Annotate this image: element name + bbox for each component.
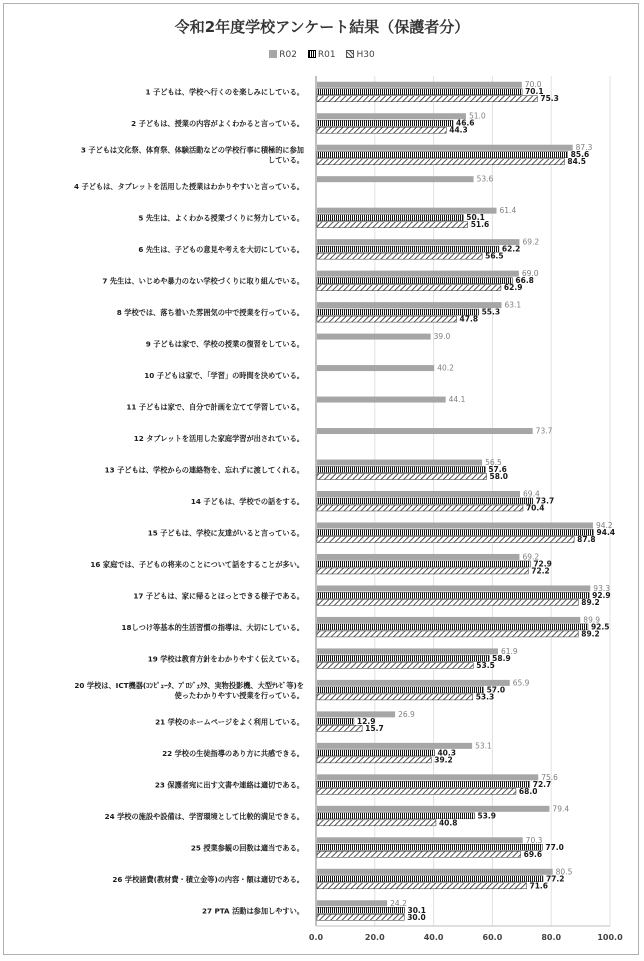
data-label-r01: 58.9 [492, 653, 511, 663]
data-label-r01: 92.9 [592, 590, 611, 600]
category-label: 6 先生は、子どもの意見や考えを大切にしている。 [138, 245, 304, 255]
bar-h30 [317, 253, 482, 259]
data-label-r02: 87.3 [575, 143, 593, 153]
bar-r02 [317, 113, 466, 119]
x-tick-label: 60.0 [482, 933, 503, 942]
category-label: している。 [268, 155, 304, 165]
bar-r01 [317, 467, 485, 473]
bar-r02 [317, 554, 519, 560]
data-label-r01: 53.9 [477, 811, 496, 821]
x-tick-label: 40.0 [423, 933, 444, 942]
category-label: 使ったわかりやすい授業を行っている。 [174, 690, 304, 700]
bar-r02 [317, 176, 474, 182]
bar-h30 [317, 851, 521, 857]
category-label: 2 子どもは、授業の内容がよくわかると言っている。 [131, 119, 304, 129]
bar-r01 [317, 215, 463, 221]
bar-h30 [317, 820, 436, 826]
data-label-r01: 72.9 [533, 559, 552, 569]
data-label-r01: 12.9 [356, 716, 376, 726]
bar-r02 [317, 806, 549, 812]
bar-h30 [317, 127, 446, 133]
bar-r02 [317, 397, 446, 403]
data-label-r02: 40.2 [437, 363, 454, 373]
data-label-h30: 58.0 [489, 472, 509, 482]
category-label: 7 先生は、いじめや暴力のない学校づくりに取り組んでいる。 [102, 276, 304, 286]
data-label-r02: 61.9 [500, 646, 518, 656]
category-label: 10 子どもは家で、「学習」の時間を決めている。 [144, 371, 304, 381]
data-label-r02: 89.9 [583, 615, 601, 625]
bar-r02 [317, 271, 519, 277]
category-label: 24 学校の施設や設備は、学習環境として比較的満足できる。 [104, 811, 304, 821]
bar-r02 [317, 428, 533, 434]
data-label-h30: 68.0 [518, 786, 538, 796]
data-label-h30: 53.5 [476, 660, 495, 670]
bar-h30 [317, 159, 564, 165]
data-label-r01: 92.5 [590, 622, 610, 632]
data-label-r01: 72.7 [532, 779, 552, 789]
bar-r02 [317, 617, 580, 623]
category-label: 9 子どもは家で、学校の授業の復習をしている。 [145, 339, 304, 349]
data-label-r01: 94.4 [596, 527, 616, 537]
data-label-r02: 56.5 [485, 458, 502, 468]
bar-r02 [317, 680, 510, 686]
data-label-r02: 70.3 [525, 835, 543, 845]
bar-h30 [317, 474, 487, 480]
bar-h30 [317, 505, 523, 511]
bar-r01 [317, 907, 404, 913]
data-label-h30: 71.6 [529, 881, 549, 891]
bar-r01 [317, 309, 479, 315]
data-label-r02: 69.0 [521, 269, 539, 279]
bar-h30 [317, 222, 468, 228]
data-label-h30: 70.4 [525, 503, 545, 513]
data-label-r02: 94.2 [595, 520, 613, 530]
bar-r02 [317, 239, 519, 245]
bar-r02 [317, 302, 502, 308]
bar-r02 [317, 522, 593, 528]
bar-r01 [317, 246, 499, 252]
bar-r02 [317, 585, 590, 591]
category-label: 17 子どもは、家に帰るとほっとできる様子である。 [133, 591, 304, 601]
data-label-r01: 73.7 [535, 496, 555, 506]
data-label-r02: 79.4 [552, 804, 570, 814]
data-label-h30: 47.8 [459, 314, 479, 324]
x-tick-label: 100.0 [597, 933, 623, 942]
data-label-r02: 44.1 [448, 395, 466, 405]
bar-r01 [317, 529, 594, 535]
legend-label-r02: R02 [279, 50, 297, 60]
bar-h30 [317, 694, 473, 700]
bar-r01 [317, 561, 530, 567]
bar-r02 [317, 82, 522, 88]
x-tick-label: 0.0 [308, 933, 324, 942]
bar-r02 [317, 145, 573, 151]
category-label: 14 子どもは、学校での話をする。 [190, 497, 304, 506]
bar-r02 [317, 869, 553, 875]
data-label-r02: 80.5 [555, 867, 573, 877]
bar-r01 [317, 844, 542, 850]
bar-r01 [317, 750, 434, 756]
category-label: 19 学校は教育方針をわかりやすく伝えている。 [147, 654, 304, 664]
data-label-r02: 26.9 [398, 709, 415, 719]
data-label-h30: 89.2 [581, 629, 600, 639]
bar-r01 [317, 592, 589, 598]
data-label-r02: 51.0 [468, 111, 486, 121]
data-label-r01: 70.1 [525, 87, 544, 97]
data-label-r01: 55.3 [481, 307, 501, 317]
data-label-r01: 77.2 [545, 874, 565, 884]
category-label: 16 家庭では、子どもの将来のことについて話をすることが多い。 [90, 559, 304, 569]
category-label: 13 子どもは、学校からの連絡物を、忘れずに渡してくれる。 [104, 465, 304, 475]
data-label-r01: 57.0 [486, 685, 506, 695]
bar-r02 [317, 837, 523, 843]
bar-h30 [317, 725, 362, 731]
category-label: 1 子どもは、学校へ行くのを楽しみにしている。 [145, 87, 304, 97]
data-label-h30: 30.0 [407, 912, 426, 922]
data-label-r01: 66.8 [515, 276, 534, 286]
bar-r01 [317, 876, 543, 882]
category-label: 4 子どもは、タブレットを活用した授業はわかりやすいと言っている。 [74, 182, 304, 192]
data-label-h30: 72.2 [531, 566, 550, 576]
category-label: 8 学校では、落ち着いた雰囲気の中で授業を行っている。 [116, 308, 304, 318]
data-label-r02: 73.7 [535, 426, 553, 436]
bar-h30 [317, 599, 578, 605]
data-label-h30: 69.6 [523, 849, 543, 859]
data-label-h30: 44.3 [449, 125, 468, 135]
category-label: 5 先生は、よくわかる授業づくりに努力している。 [138, 213, 304, 223]
bar-r02 [317, 774, 538, 780]
data-label-h30: 56.5 [485, 251, 504, 261]
category-label: 22 学校の生徒指導のあり方に共感できる。 [162, 748, 304, 758]
data-label-h30: 87.8 [577, 534, 596, 544]
bar-r01 [317, 120, 453, 126]
category-label: 11 子どもは家で、自分で計画を立てて学習している。 [126, 402, 304, 412]
legend-label-r01: R01 [317, 50, 336, 60]
bar-h30 [317, 883, 527, 889]
category-label: 20 学校は、ICT機器(ｺﾝﾋﾟｭｰﾀ、ﾌﾟﾛｼﾞｪｸﾀ、実物投影機、大型ﾃﾚﾋﾞ等)を [74, 680, 304, 690]
category-label: 25 授業参観の回数は適当である。 [190, 843, 304, 853]
data-label-r01: 40.3 [437, 748, 456, 758]
data-label-r02: 93.3 [593, 583, 611, 593]
data-label-h30: 53.3 [475, 692, 495, 702]
category-label: 26 学校諸費(教材費・積立金等)の内容・額は適切である。 [112, 874, 304, 884]
data-label-r02: 53.6 [476, 174, 494, 184]
data-label-r02: 65.9 [512, 678, 530, 688]
bar-r02 [317, 460, 482, 466]
bar-r01 [317, 781, 530, 787]
x-tick-label: 80.0 [541, 933, 562, 942]
data-label-r01: 30.1 [407, 905, 427, 915]
category-label: 15 子どもは、学校に友達がいると言っている。 [147, 528, 304, 538]
data-label-r01: 50.1 [466, 213, 485, 223]
data-label-r01: 77.0 [545, 842, 564, 852]
data-label-r02: 24.2 [390, 898, 407, 908]
data-label-r02: 39.0 [433, 332, 451, 342]
data-label-r02: 69.2 [522, 237, 540, 247]
data-label-r01: 85.6 [570, 150, 590, 160]
data-label-r02: 63.1 [504, 300, 522, 310]
bar-r02 [317, 334, 431, 340]
data-label-h30: 62.9 [503, 283, 523, 293]
bar-h30 [317, 316, 457, 322]
category-label: 18しつけ等基本的生活習慣の指導は、大切にしている。 [121, 622, 304, 632]
data-label-r02: 75.6 [541, 772, 558, 782]
bar-h30 [317, 914, 404, 920]
bar-r01 [317, 278, 512, 284]
data-label-h30: 84.5 [567, 157, 586, 167]
chart-title: 令和2年度学校アンケート結果（保護者分） [174, 18, 470, 36]
category-label: 23 保護者宛に出す文書や連絡は適切である。 [154, 780, 304, 790]
bar-h30 [317, 96, 537, 102]
data-label-h30: 51.6 [470, 220, 490, 230]
data-label-h30: 40.8 [438, 818, 458, 828]
data-label-r01: 46.6 [456, 118, 475, 128]
data-label-r01: 62.2 [501, 244, 521, 254]
data-label-h30: 89.2 [581, 597, 600, 607]
data-label-r01: 57.6 [488, 465, 507, 475]
bar-h30 [317, 788, 516, 794]
bar-r02 [317, 900, 387, 906]
bar-h30 [317, 662, 473, 668]
category-label: 27 PTA 活動は参加しやすい。 [201, 906, 304, 916]
bar-r01 [317, 687, 484, 693]
bar-h30 [317, 568, 528, 574]
bar-r01 [317, 89, 522, 95]
bar-h30 [317, 285, 501, 291]
bar-r02 [317, 365, 434, 371]
bar-r01 [317, 498, 533, 504]
bar-h30 [317, 536, 574, 542]
category-label: 21 学校のホームページをよく利用している。 [155, 717, 304, 727]
category-label: 3 子どもは文化祭、体育祭、体験活動などの学校行事に積極的に参加 [80, 145, 304, 155]
legend-label-h30: H30 [356, 50, 375, 60]
bar-r02 [317, 648, 498, 654]
bar-h30 [317, 757, 431, 763]
data-label-r02: 53.1 [475, 741, 492, 751]
bar-r02 [317, 491, 520, 497]
bar-r01 [317, 624, 588, 630]
bar-h30 [317, 631, 578, 637]
bar-r01 [317, 655, 489, 661]
data-label-h30: 75.3 [540, 94, 559, 104]
data-label-r02: 69.4 [523, 489, 540, 499]
bar-r01 [317, 718, 354, 724]
data-label-h30: 39.2 [434, 755, 453, 765]
axis-layer [309, 926, 623, 942]
bar-r01 [317, 152, 568, 158]
category-label: 12 タブレットを活用した家庭学習が出されている。 [133, 434, 304, 444]
x-tick-label: 20.0 [364, 933, 385, 942]
data-label-r02: 61.4 [499, 206, 517, 216]
data-label-r02: 69.2 [522, 552, 540, 562]
data-label-h30: 15.7 [365, 723, 384, 733]
data-label-r02: 70.0 [524, 80, 542, 90]
